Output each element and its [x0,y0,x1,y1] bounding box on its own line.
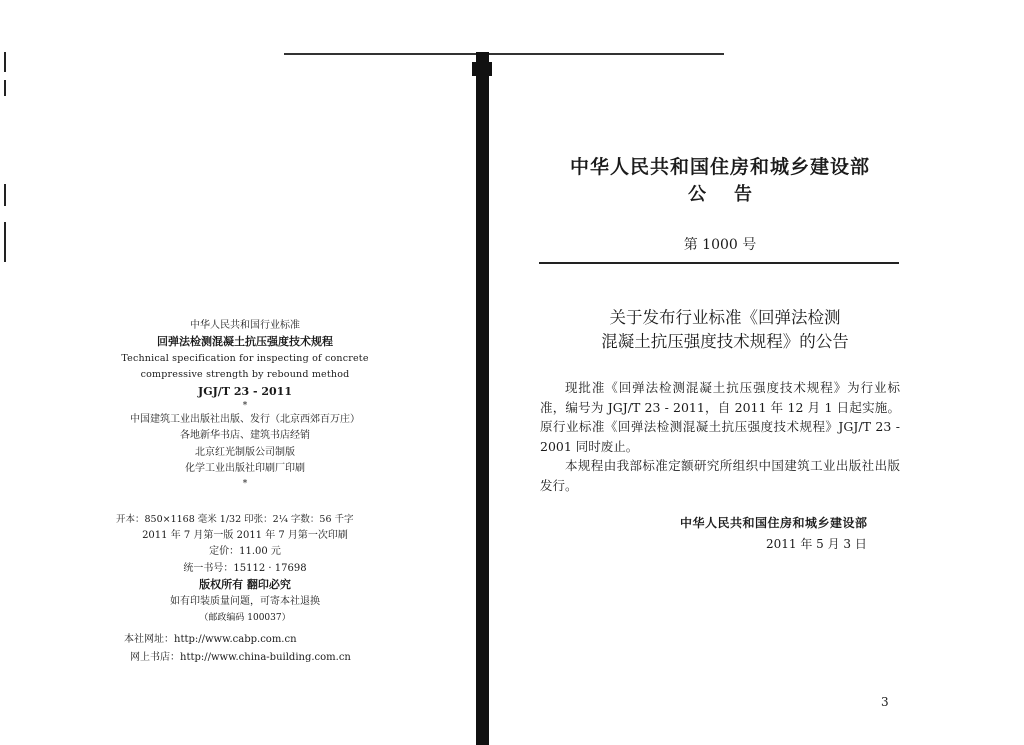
rights-line: 版权所有 翻印必究 [199,578,291,592]
signing-authority: 中华人民共和国住房和城乡建设部 [680,516,868,530]
isbn-line: 统一书号：15112 · 17698 [183,562,307,574]
standard-code: JGJ/T 23 - 2011 [198,384,292,398]
announcement-title-line1: 关于发布行业标准《回弹法检测 [609,308,841,327]
standard-series: 中华人民共和国行业标准 [190,320,300,331]
format-specs: 开本：850×1168 毫米 1/32 印张：2¼ 字数：56 千字 [116,514,354,525]
announcement-body [540,378,900,495]
standard-title-cn: 回弹法检测混凝土抗压强度技术规程 [157,335,333,349]
bookstore-line: 网上书店：http://www.china-building.com.cn [130,652,351,663]
publisher-line: 中国建筑工业出版社出版、发行（北京西郊百万庄） [130,414,360,426]
separator-star: * [242,478,248,489]
printer-line: 化学工业出版社印刷厂印刷 [185,463,305,475]
announcement-title [560,306,890,354]
book-gutter [476,52,489,745]
standard-title-en-line1: Technical specification for inspecting of concrete [121,352,369,364]
book-gutter-notch [472,62,492,76]
signing-date: 2011 年 5 月 3 日 [766,537,867,551]
notice-number: 第 1000 号 [683,237,757,253]
top-scan-rule [284,53,724,55]
standard-title-en-line2: compressive strength by rebound method [140,369,350,381]
scan-edge-mark [4,52,6,72]
ministry-heading: 中华人民共和国住房和城乡建设部 [569,156,870,178]
postcode-line: （邮政编码 100037） [199,613,291,624]
typesetter-line: 北京红光制版公司制版 [195,446,295,458]
scan-edge-mark [4,222,6,262]
colophon-block [110,318,380,490]
distributors-line: 各地新华书店、建筑书店经销 [180,430,310,442]
scan-edge-mark [4,184,6,206]
announcement-title-line2: 混凝土抗压强度技术规程》的公告 [601,332,849,351]
notice-label: 公告 [688,184,780,205]
edition-line: 2011 年 7 月第一版 2011 年 7 月第一次印刷 [142,530,348,541]
separator-star: * [242,401,248,412]
announcement-paragraph-2: 本规程由我部标准定额研究所组织中国建筑工业出版社出版发行。 [540,458,900,493]
announcement-paragraph-1: 现批准《回弹法检测混凝土抗压强度技术规程》为行业标准，编号为 JGJ/T 23 - 2011，自 2011 年 12 月 1 日起实施。原行业标准《回弹法检测混凝土抗压强度技术规程》JGJ/T 23 - 2001 同时废止。 [540,380,900,454]
scan-edge-mark [4,80,6,96]
colophon-block-lower [110,528,380,626]
returns-line: 如有印装质量问题，可寄本社退换 [170,595,320,607]
heading-divider [539,262,899,264]
page-number: 3 [881,695,889,709]
website-line: 本社网址：http://www.cabp.com.cn [124,634,297,645]
price-line: 定价：11.00 元 [209,546,281,558]
